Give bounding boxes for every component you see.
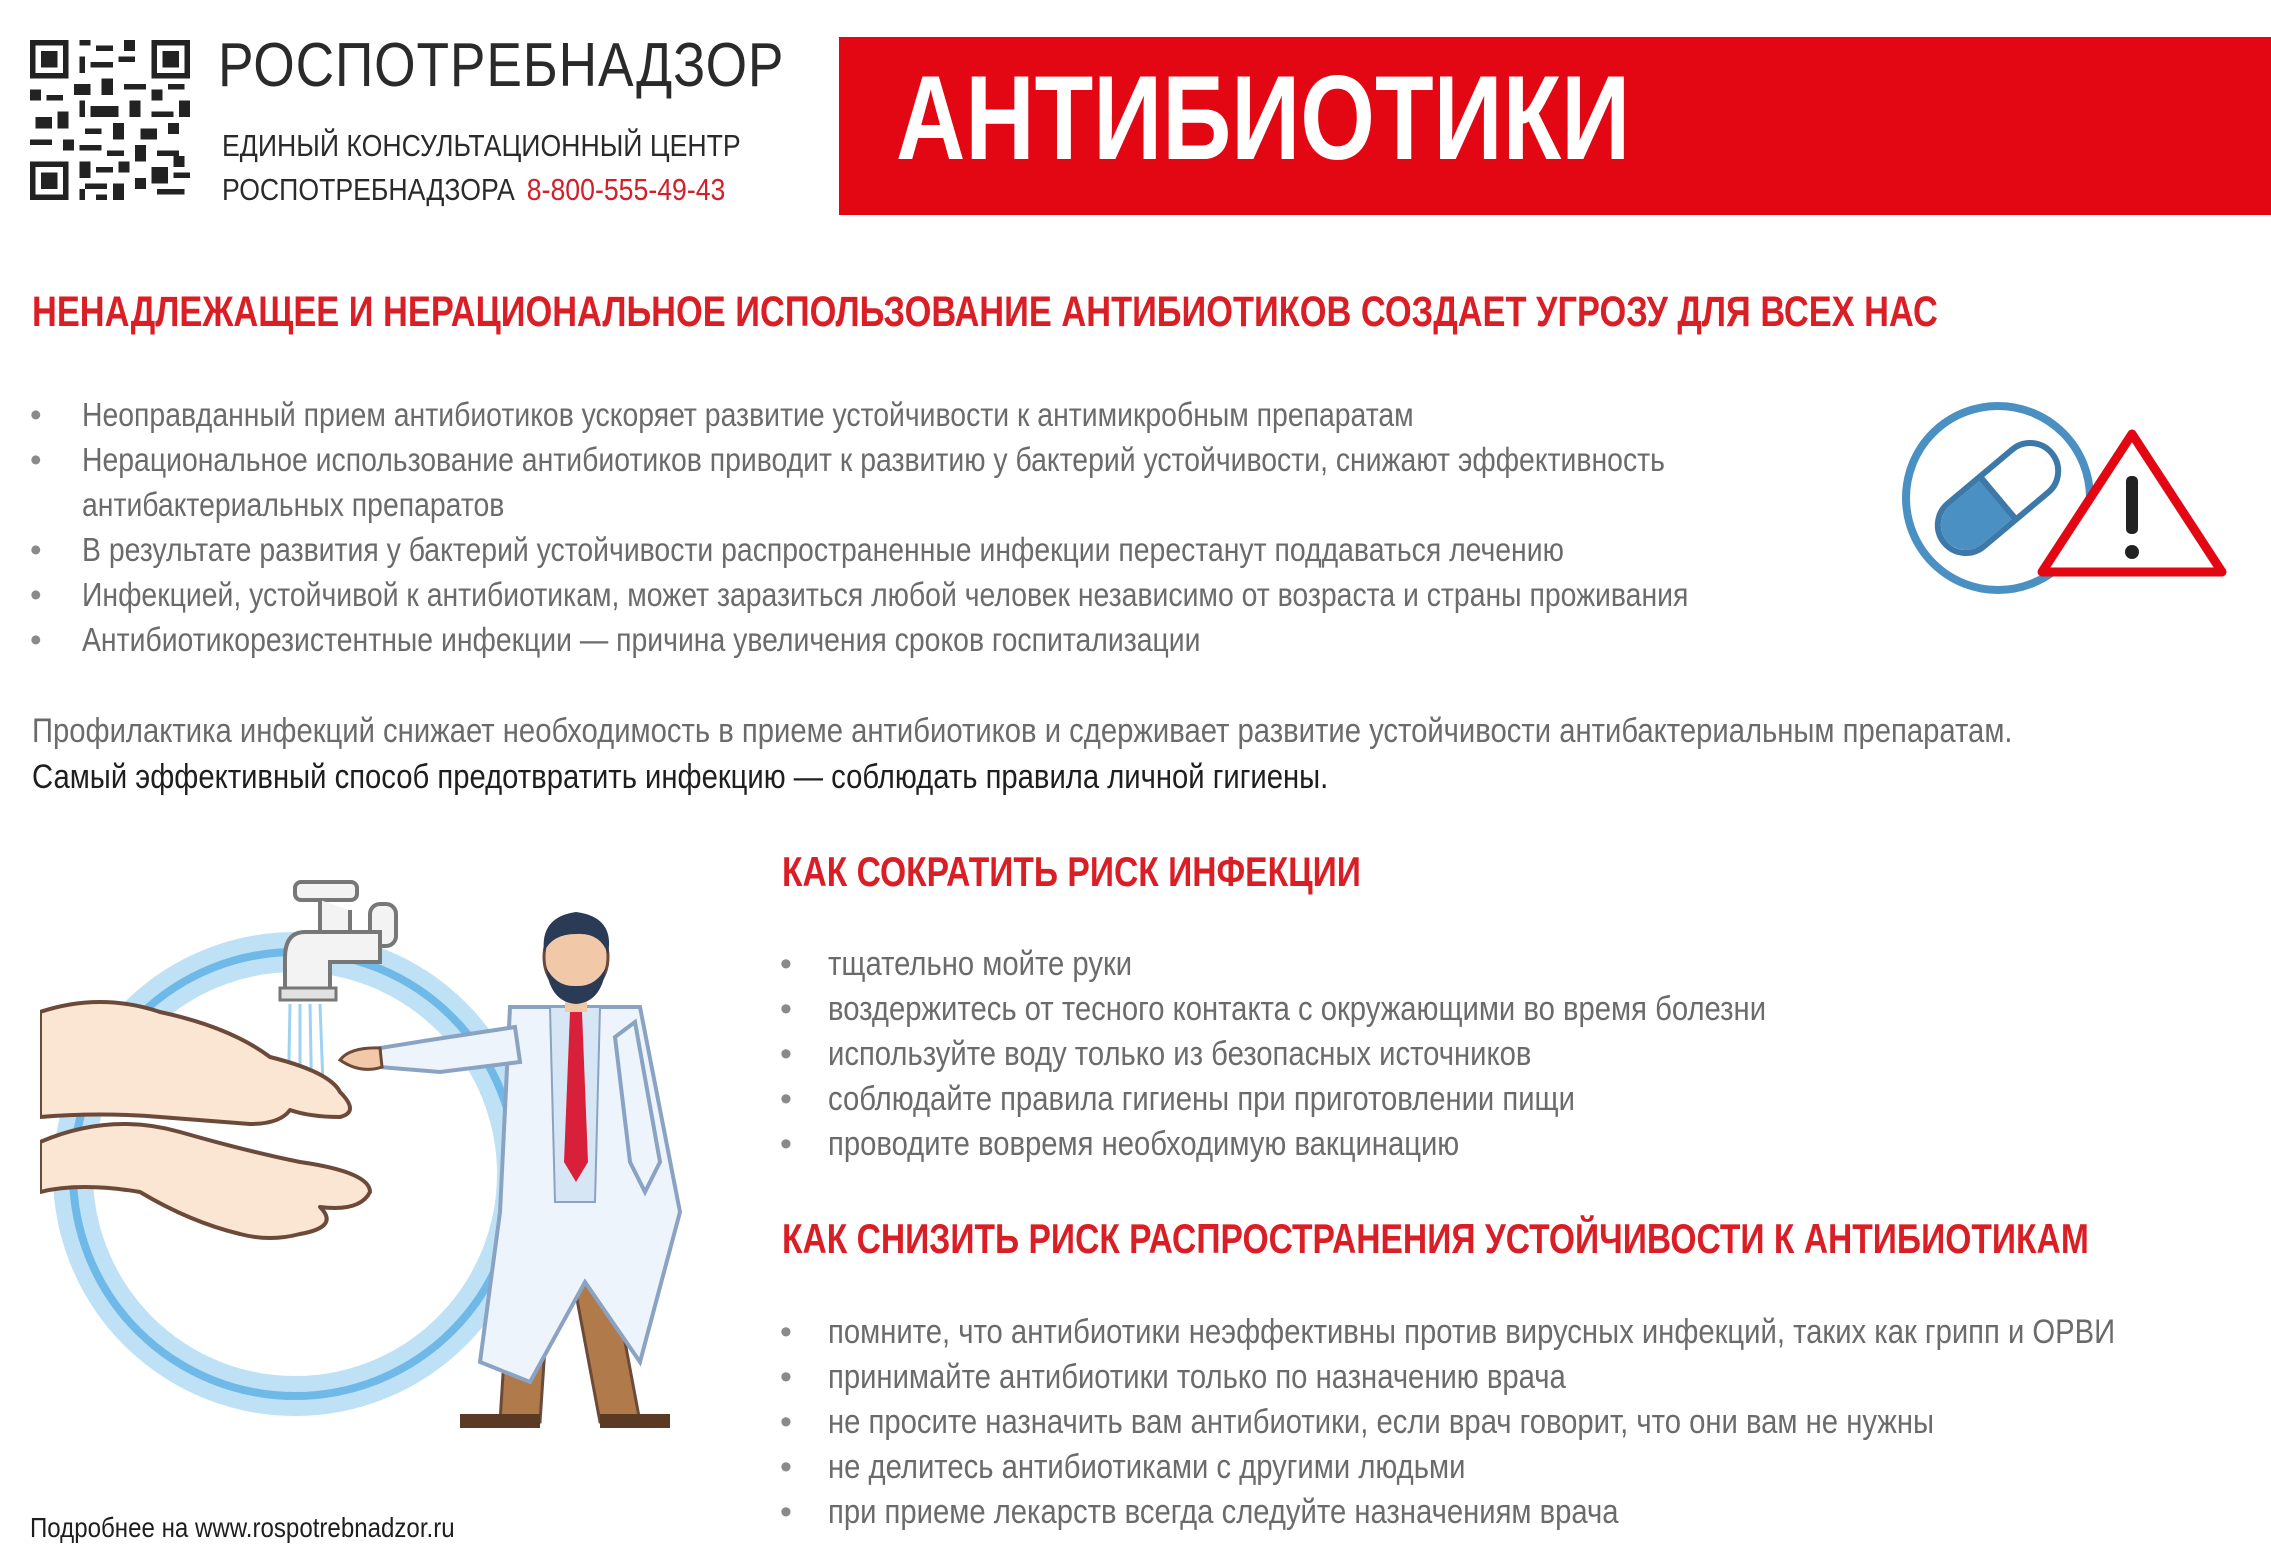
org-name: РОСПОТРЕБНАДЗОР: [218, 31, 785, 100]
bullet: •: [30, 441, 42, 478]
bullet: •: [780, 1035, 792, 1073]
list-item: • используйте воду только из безопасных источников: [780, 1032, 1919, 1077]
hotline-phone[interactable]: 8-800-555-49-43: [526, 172, 726, 207]
consult-center-label: ЕДИНЫЙ КОНСУЛЬТАЦИОННЫЙ ЦЕНТР: [222, 128, 741, 163]
bullet: •: [30, 576, 42, 613]
bullet: •: [780, 1448, 792, 1486]
bullet: •: [780, 1403, 792, 1441]
bullet: •: [780, 1493, 792, 1531]
risk-list: [30, 392, 1850, 662]
list-item: • проводите вовремя необходимую вакцинацию: [780, 1122, 1919, 1167]
main-heading: НЕНАДЛЕЖАЩЕЕ И НЕРАЦИОНАЛЬНОЕ ИСПОЛЬЗОВАНИЕ АНТИБИОТИКОВ СОЗДАЕТ УГРОЗУ ДЛЯ ВСЕХ НАС: [32, 288, 1938, 336]
list-item: • Нерациональное использование антибиотиков приводит к развитию у бактерий устойчивости, снижают эффективность: [30, 437, 1850, 482]
qr-code-icon: [30, 40, 190, 200]
bullet: •: [780, 1358, 792, 1396]
bullet: •: [780, 990, 792, 1028]
reduce-risk-heading: КАК СОКРАТИТЬ РИСК ИНФЕКЦИИ: [782, 848, 1361, 895]
list-item: • при приеме лекарств всегда следуйте назначениям врача: [780, 1490, 2271, 1535]
list-item: • не просите назначить вам антибиотики, если врач говорит, что они вам не нужны: [780, 1400, 2271, 1445]
list-item: • Инфекцией, устойчивой к антибиотикам, может заразиться любой человек независимо от возраста и страны проживания: [30, 572, 1850, 617]
list-item: • Антибиотикорезистентные инфекции — причина увеличения сроков госпитализации: [30, 617, 1850, 662]
resistance-heading: КАК СНИЗИТЬ РИСК РАСПРОСТРАНЕНИЯ УСТОЙЧИВОСТИ К АНТИБИОТИКАМ: [782, 1215, 2089, 1262]
consult-center-label-2: [222, 172, 725, 208]
page-title: АНТИБИОТИКИ: [896, 51, 1631, 185]
list-item-continuation: антибактериальных препаратов: [82, 486, 505, 523]
bullet: •: [30, 531, 42, 568]
prevention-paragraph: [32, 708, 2013, 800]
prevention-line-2: Самый эффективный способ предотвратить инфекцию — соблюдать правила личной гигиены.: [32, 758, 1329, 796]
list-item: • соблюдайте правила гигиены при приготовлении пищи: [780, 1077, 1919, 1122]
prevention-line-1: Профилактика инфекций снижает необходимость в приеме антибиотиков и сдерживает развитие устойчивости антибактериальным препаратам.: [32, 712, 2013, 750]
reduce-risk-list: [780, 942, 1919, 1167]
bullet: •: [780, 945, 792, 983]
bullet: •: [780, 1080, 792, 1118]
list-item: • не делитесь антибиотиками с другими людьми: [780, 1445, 2271, 1490]
bullet: •: [30, 396, 42, 433]
handwashing-illustration: [40, 862, 740, 1432]
list-item: • принимайте антибиотики только по назначению врача: [780, 1355, 2271, 1400]
list-item: • В результате развития у бактерий устойчивости распространенные инфекции перестанут поддаваться лечению: [30, 527, 1850, 572]
bullet: •: [780, 1125, 792, 1163]
list-item: • тщательно мойте руки: [780, 942, 1919, 987]
list-item: • помните, что антибиотики неэффективны против вирусных инфекций, таких как грипп и ОРВИ: [780, 1310, 2271, 1355]
footer-link[interactable]: Подробнее на www.rospotrebnadzor.ru: [30, 1512, 455, 1543]
consult-center-org: РОСПОТРЕБНАДЗОРА: [222, 172, 515, 207]
resistance-list: [780, 1310, 2271, 1535]
bullet: •: [780, 1313, 792, 1351]
list-item: • Неоправданный прием антибиотиков ускоряет развитие устойчивости к антимикробным препаратам: [30, 392, 1850, 437]
list-item: • воздержитесь от тесного контакта с окружающими во время болезни: [780, 987, 1919, 1032]
bullet: •: [30, 621, 42, 658]
pill-warning-icon: [1900, 398, 2230, 598]
